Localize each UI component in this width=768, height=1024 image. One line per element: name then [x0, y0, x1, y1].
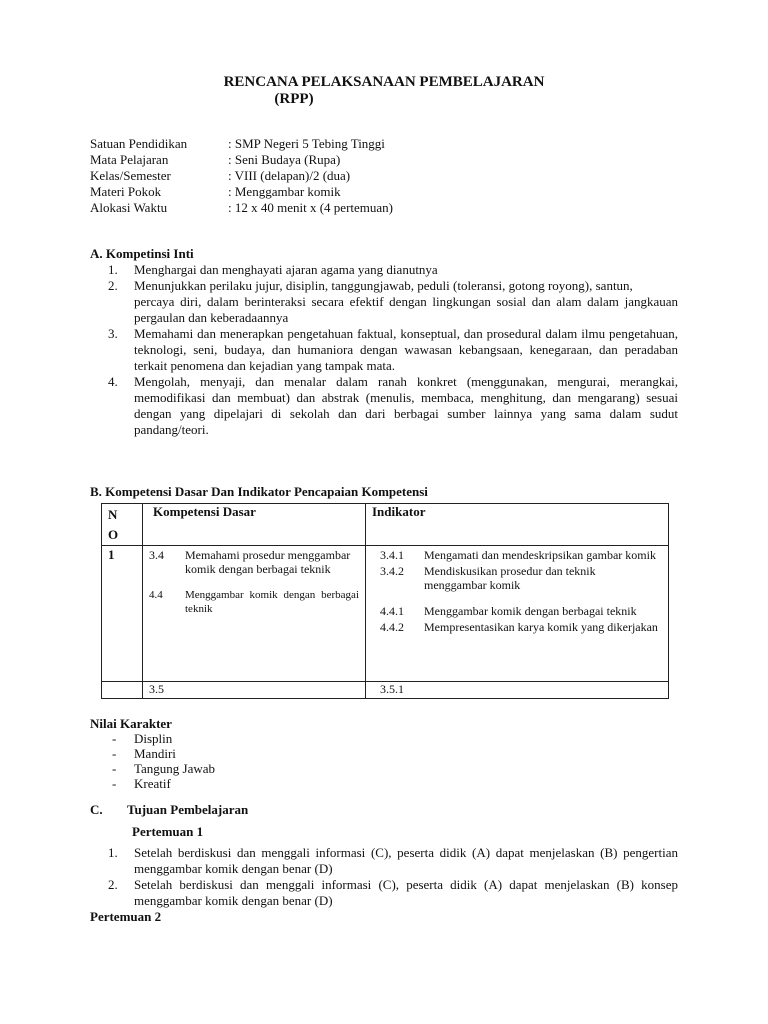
- pertemuan-2-heading: Pertemuan 2: [90, 909, 162, 924]
- table-row: [102, 546, 669, 682]
- indikator-item: 3.4.1 Mengamati dan mendeskripsikan gambar komik: [380, 548, 656, 562]
- document-subtitle: (RPP): [274, 91, 314, 107]
- table-cell-indikator: 3.5.1: [366, 682, 669, 699]
- list-text: Menunjukkan perilaku jujur, disiplin, tanggungjawab, peduli (toleransi, gotong royong), santun,: [134, 278, 633, 293]
- table-header-indikator: Indikator: [366, 504, 669, 546]
- section-heading-tujuan: C. Tujuan Pembelajaran: [90, 802, 249, 817]
- info-row: [90, 168, 393, 184]
- list-number: 3.: [108, 326, 118, 341]
- document-title: RENCANA PELAKSANAAN PEMBELAJARAN: [223, 74, 545, 90]
- list-item-continuation: [108, 294, 678, 326]
- table-cell-no: [102, 682, 143, 699]
- list-text: Setelah berdiskusi dan menggali informasi (C), peserta didik (A) dapat menjelaskan (B) pengertian menggambar komik dengan benar (D): [134, 845, 678, 876]
- indikator-item: 4.4.2 Mempresentasikan karya komik yang dikerjakan: [380, 620, 658, 634]
- table-cell-kd: [143, 546, 366, 682]
- list-item: [108, 374, 678, 438]
- list-number: 2.: [108, 278, 118, 293]
- pertemuan-1-heading: Pertemuan 1: [132, 824, 204, 839]
- nilai-list: [112, 731, 215, 791]
- info-row: [90, 184, 393, 200]
- table-cell-no: 1: [102, 546, 143, 682]
- tujuan-list: [108, 845, 678, 909]
- info-value: : SMP Negeri 5 Tebing Tinggi: [228, 136, 385, 151]
- list-text: Mengolah, menyaji, dan menalar dalam ranah konkret (menggunakan, mengurai, merangkai, memodifikasi dan membuat) dan abstrak (menulis, membaca, menghitung, dan mengarang) sesuai dengan yang dipelajari di sekolah dan dari berbagai sumber lainnya yang sama dalam sudut pandang/teori.: [134, 374, 678, 437]
- info-value: : Seni Budaya (Rupa): [228, 152, 341, 167]
- list-number: 2.: [108, 877, 118, 892]
- list-item: - Kreatif: [112, 776, 171, 791]
- list-text: Setelah berdiskusi dan menggali informasi (C), peserta didik (A) dapat menjelaskan (B) konsep menggambar komik dengan benar (D): [134, 877, 678, 908]
- list-number: 1.: [108, 262, 118, 277]
- list-text: Menghargai dan menghayati ajaran agama yang dianutnya: [134, 262, 438, 277]
- indikator-item: 3.4.2 Mendiskusikan prosedur dan teknik menggambar komik: [380, 564, 596, 592]
- list-item: [108, 262, 678, 278]
- list-text: Memahami dan menerapkan pengetahuan faktual, konseptual, dan prosedural dalam ilmu pengetahuan, teknologi, seni, budaya, dan humaniora dengan wawasan kebangsaan, kenegaraan, dan peradaban terkait penomena dan kejadian yang tampak mata.: [134, 326, 678, 373]
- info-row: [90, 200, 393, 216]
- info-label: Alokasi Waktu: [90, 200, 168, 215]
- section-heading-ki: A. Kompetinsi Inti: [90, 246, 194, 261]
- info-label: Satuan Pendidikan: [90, 136, 188, 151]
- list-item: - Tangung Jawab: [112, 761, 216, 776]
- list-item: [108, 326, 678, 374]
- section-heading-kd: B. Kompetensi Dasar Dan Indikator Pencapaian Kompetensi: [90, 484, 428, 499]
- ki-list: [108, 262, 678, 438]
- table-header-row: [102, 504, 669, 546]
- table-header-no: N O: [102, 504, 143, 546]
- list-item: [108, 278, 678, 294]
- kd-item: 3.4 Memahami prosedur menggambar komik dengan berbagai teknik: [149, 548, 351, 576]
- list-number: 1.: [108, 845, 118, 860]
- info-value: : 12 x 40 menit x (4 pertemuan): [228, 200, 393, 215]
- table-header-kd: Kompetensi Dasar: [143, 504, 366, 546]
- info-label: Kelas/Semester: [90, 168, 171, 183]
- info-value: : VIII (delapan)/2 (dua): [228, 168, 351, 183]
- table-cell-indikator: [366, 546, 669, 682]
- table-cell-kd: 3.5: [143, 682, 366, 699]
- info-label: Materi Pokok: [90, 184, 162, 199]
- kd-table: [101, 503, 669, 699]
- info-label: Mata Pelajaran: [90, 152, 169, 167]
- list-item: [108, 877, 678, 909]
- table-row: [102, 682, 669, 699]
- indikator-item: 4.4.1 Menggambar komik dengan berbagai teknik: [380, 604, 637, 618]
- info-row: [90, 152, 393, 168]
- info-row: [90, 136, 393, 152]
- section-heading-nilai: Nilai Karakter: [90, 716, 172, 731]
- list-item: - Displin: [112, 731, 173, 746]
- info-value: : Menggambar komik: [228, 184, 341, 199]
- list-item: - Mandiri: [112, 746, 176, 761]
- identity-block: [90, 136, 393, 216]
- kd-item: 4.4 Menggambar komik dengan berbagai teknik: [149, 589, 359, 615]
- list-text: percaya diri, dalam berinteraksi secara efektif dengan lingkungan sosial dan alam dalam jangkauan pergaulan dan keberadaannya: [134, 294, 678, 325]
- list-number: 4.: [108, 374, 118, 389]
- list-item: [108, 845, 678, 877]
